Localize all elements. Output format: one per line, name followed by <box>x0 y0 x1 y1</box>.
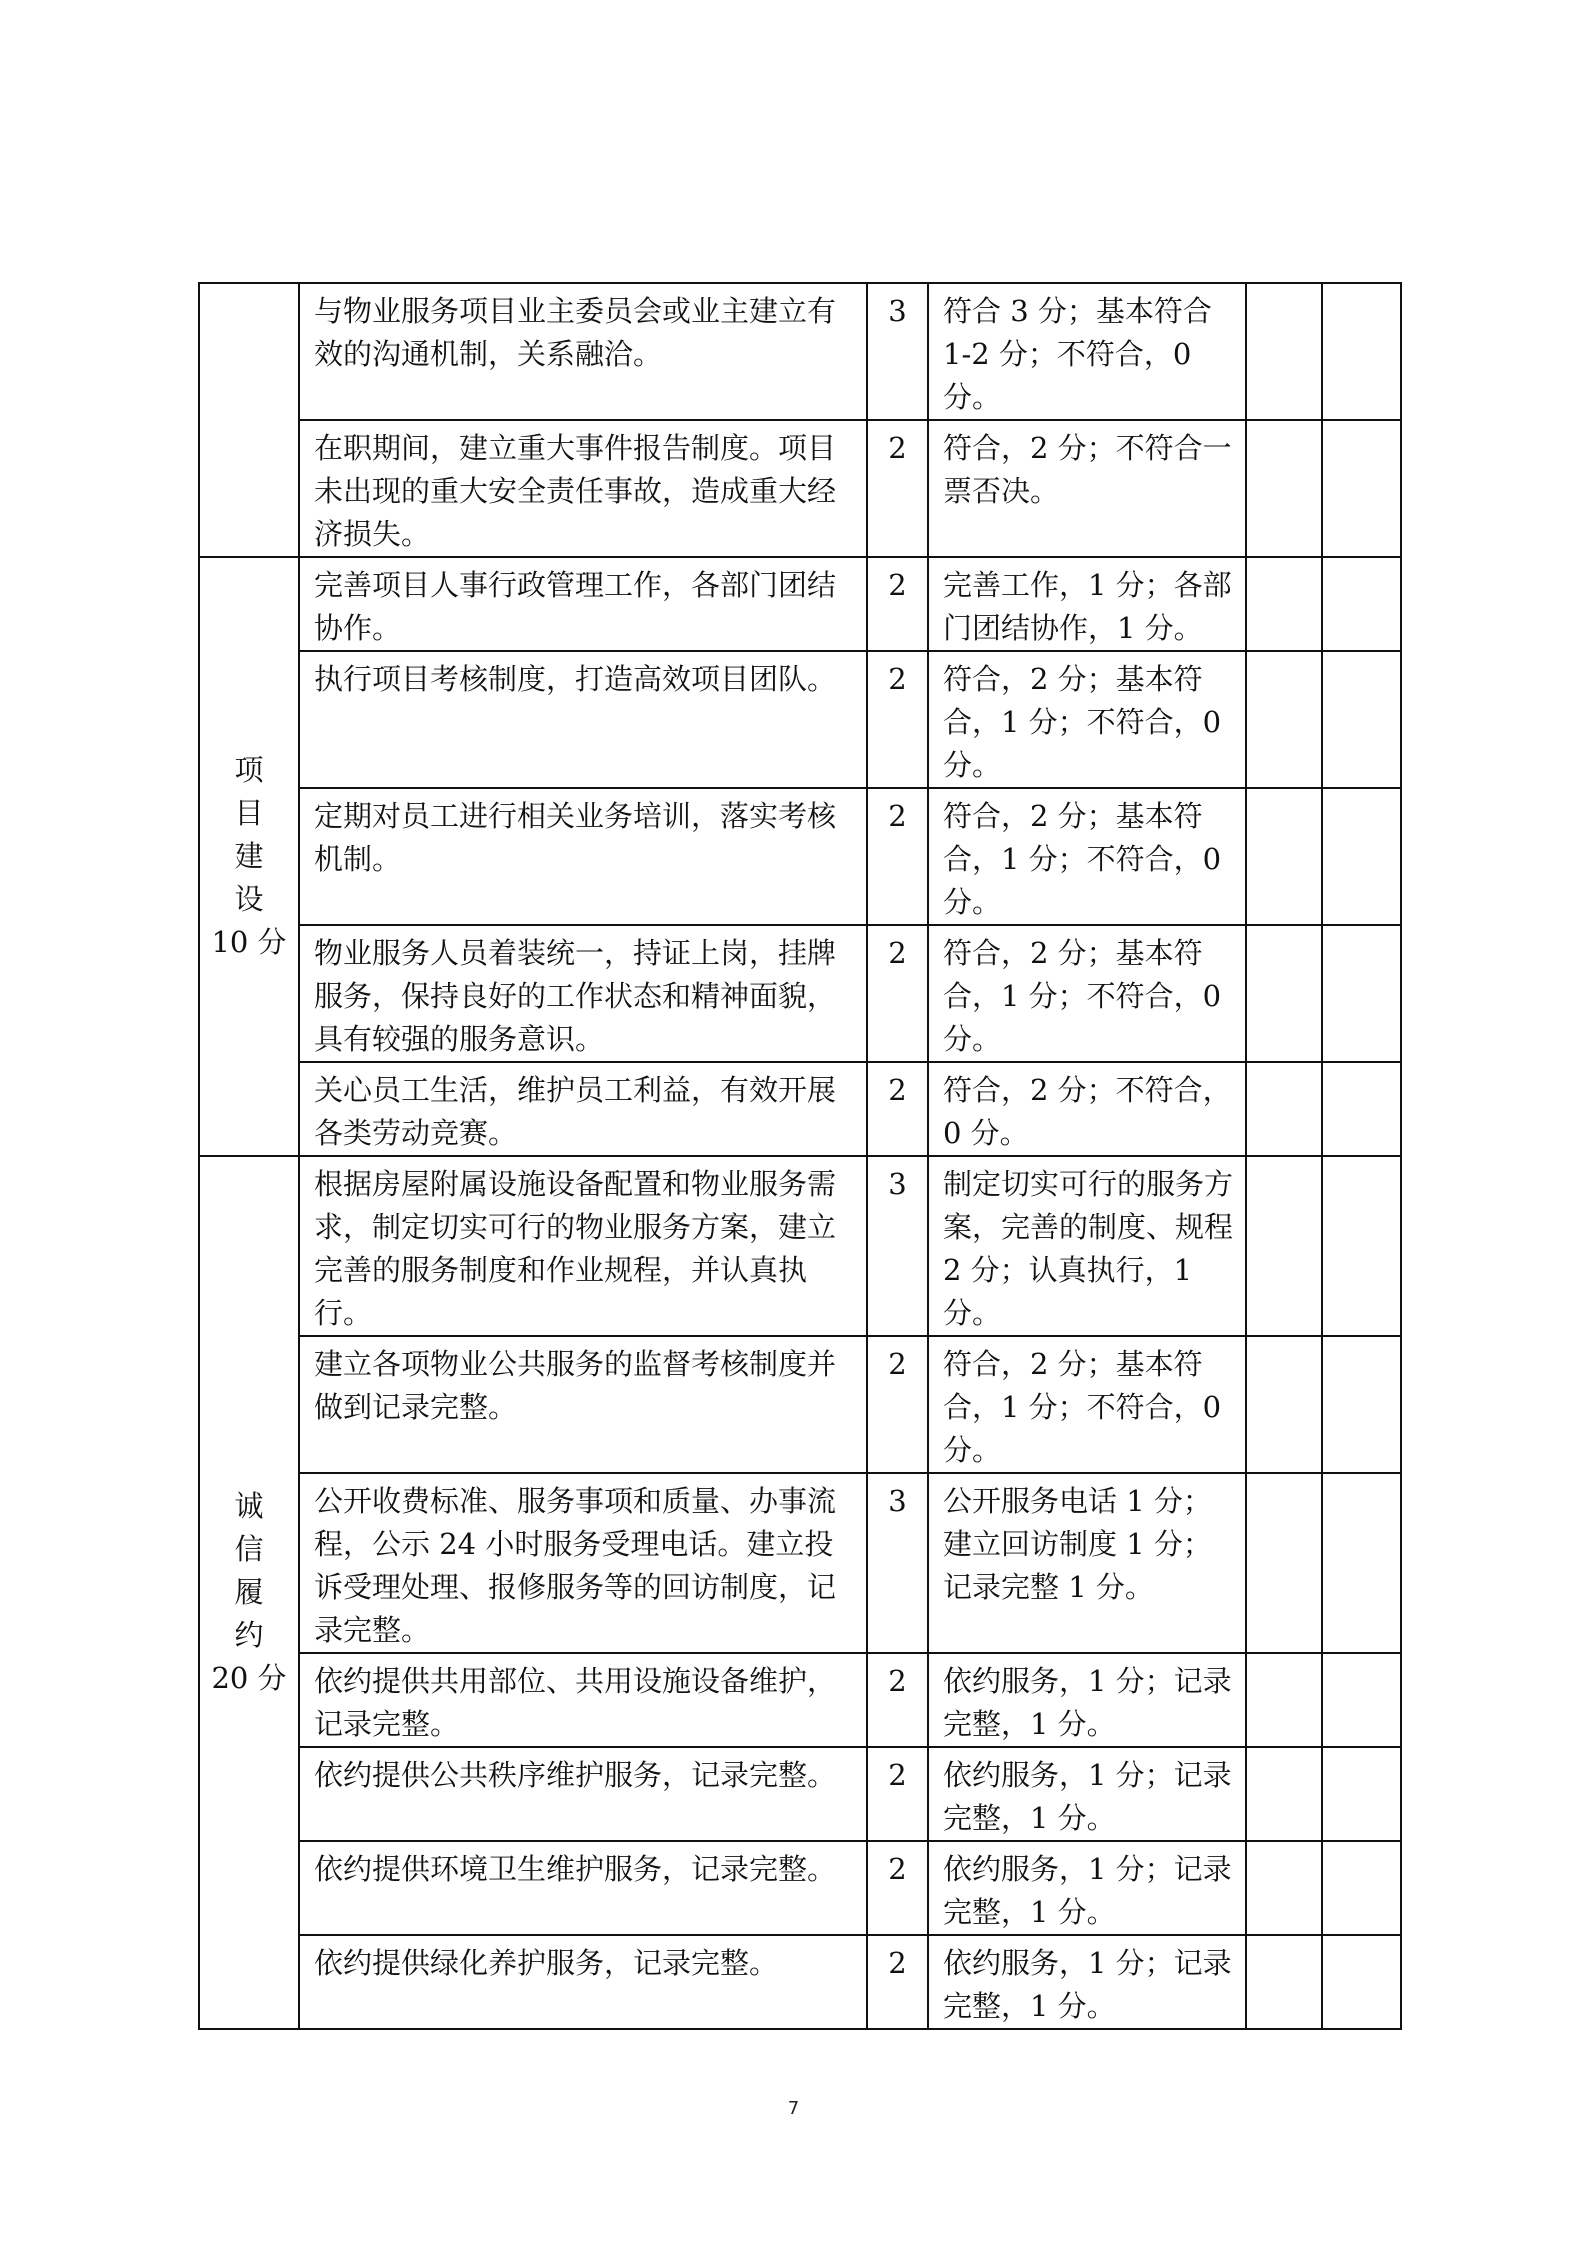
table-row <box>199 1156 1401 1336</box>
blank-cell <box>1246 1935 1322 2029</box>
item-standard: 符合，2 分；基本符合，1 分；不符合，0 分。 <box>928 925 1246 1062</box>
blank-cell <box>1246 1156 1322 1336</box>
item-content: 依约提供共用部位、共用设施设备维护，记录完整。 <box>299 1653 867 1747</box>
category-score: 10 分 <box>211 925 287 959</box>
table-row <box>199 1935 1401 2029</box>
blank-cell <box>1322 1841 1401 1935</box>
item-score: 3 <box>867 1156 928 1336</box>
item-score: 2 <box>867 1653 928 1747</box>
blank-cell <box>1322 557 1401 651</box>
blank-cell <box>1322 420 1401 557</box>
blank-cell <box>1246 283 1322 420</box>
item-score: 2 <box>867 420 928 557</box>
blank-cell <box>1246 1336 1322 1473</box>
table-row <box>199 651 1401 788</box>
item-standard: 符合，2 分；不符合，0 分。 <box>928 1062 1246 1156</box>
evaluation-table <box>198 282 1402 2030</box>
table-row <box>199 557 1401 651</box>
category-cell-empty <box>199 283 299 557</box>
item-content: 物业服务人员着装统一，持证上岗，挂牌服务，保持良好的工作状态和精神面貌，具有较强的服务意识。 <box>299 925 867 1062</box>
item-standard: 符合，2 分；基本符合，1 分；不符合，0 分。 <box>928 1336 1246 1473</box>
item-standard: 依约服务，1 分；记录完整，1 分。 <box>928 1841 1246 1935</box>
item-score: 2 <box>867 1747 928 1841</box>
item-score: 2 <box>867 651 928 788</box>
page-number: 7 <box>787 2098 800 2119</box>
blank-cell <box>1246 651 1322 788</box>
item-standard: 依约服务，1 分；记录完整，1 分。 <box>928 1653 1246 1747</box>
blank-cell <box>1246 1653 1322 1747</box>
item-standard: 制定切实可行的服务方案，完善的制度、规程 2 分；认真执行，1 分。 <box>928 1156 1246 1336</box>
item-score: 2 <box>867 1336 928 1473</box>
item-standard: 符合 3 分；基本符合 1-2 分；不符合，0 分。 <box>928 283 1246 420</box>
item-content: 依约提供绿化养护服务，记录完整。 <box>299 1935 867 2029</box>
item-standard: 依约服务，1 分；记录完整，1 分。 <box>928 1747 1246 1841</box>
blank-cell <box>1246 420 1322 557</box>
blank-cell <box>1322 1653 1401 1747</box>
item-standard: 依约服务，1 分；记录完整，1 分。 <box>928 1935 1246 2029</box>
item-score: 2 <box>867 1841 928 1935</box>
blank-cell <box>1322 1336 1401 1473</box>
table-row <box>199 1841 1401 1935</box>
item-standard: 完善工作，1 分；各部门团结协作，1 分。 <box>928 557 1246 651</box>
blank-cell <box>1322 651 1401 788</box>
table-row <box>199 1336 1401 1473</box>
blank-cell <box>1322 788 1401 925</box>
item-content: 公开收费标准、服务事项和质量、办事流程，公示 24 小时服务受理电话。建立投诉受理处理、报修服务等的回访制度，记录完整。 <box>299 1473 867 1653</box>
table-row <box>199 1062 1401 1156</box>
category-name: 项目建设 <box>234 753 264 916</box>
category-project <box>199 557 299 1156</box>
item-standard: 符合，2 分；基本符合，1 分；不符合，0 分。 <box>928 788 1246 925</box>
category-integrity <box>199 1156 299 2029</box>
item-content: 执行项目考核制度，打造高效项目团队。 <box>299 651 867 788</box>
item-content: 根据房屋附属设施设备配置和物业服务需求，制定切实可行的物业服务方案，建立完善的服务制度和作业规程，并认真执行。 <box>299 1156 867 1336</box>
item-score: 2 <box>867 1935 928 2029</box>
table-row <box>199 925 1401 1062</box>
blank-cell <box>1322 1473 1401 1653</box>
table-row <box>199 1747 1401 1841</box>
table-row <box>199 788 1401 925</box>
item-content: 建立各项物业公共服务的监督考核制度并做到记录完整。 <box>299 1336 867 1473</box>
item-standard: 符合，2 分；不符合一票否决。 <box>928 420 1246 557</box>
item-score: 3 <box>867 283 928 420</box>
item-score: 3 <box>867 1473 928 1653</box>
item-content: 完善项目人事行政管理工作，各部门团结协作。 <box>299 557 867 651</box>
blank-cell <box>1246 1747 1322 1841</box>
item-standard: 公开服务电话 1 分；建立回访制度 1 分；记录完整 1 分。 <box>928 1473 1246 1653</box>
item-score: 2 <box>867 925 928 1062</box>
table-row <box>199 1473 1401 1653</box>
blank-cell <box>1322 1062 1401 1156</box>
blank-cell <box>1246 1473 1322 1653</box>
blank-cell <box>1322 925 1401 1062</box>
item-content: 在职期间，建立重大事件报告制度。项目未出现的重大安全责任事故，造成重大经济损失。 <box>299 420 867 557</box>
item-score: 2 <box>867 788 928 925</box>
blank-cell <box>1322 283 1401 420</box>
blank-cell <box>1246 1062 1322 1156</box>
blank-cell <box>1246 557 1322 651</box>
item-content: 定期对员工进行相关业务培训，落实考核机制。 <box>299 788 867 925</box>
table-row <box>199 1653 1401 1747</box>
item-content: 依约提供公共秩序维护服务，记录完整。 <box>299 1747 867 1841</box>
blank-cell <box>1246 1841 1322 1935</box>
item-score: 2 <box>867 557 928 651</box>
table-row <box>199 420 1401 557</box>
item-score: 2 <box>867 1062 928 1156</box>
blank-cell <box>1322 1747 1401 1841</box>
blank-cell <box>1322 1156 1401 1336</box>
category-name: 诚信履约 <box>234 1489 264 1652</box>
item-content: 关心员工生活，维护员工利益，有效开展各类劳动竞赛。 <box>299 1062 867 1156</box>
item-content: 与物业服务项目业主委员会或业主建立有效的沟通机制，关系融洽。 <box>299 283 867 420</box>
item-content: 依约提供环境卫生维护服务，记录完整。 <box>299 1841 867 1935</box>
table-row <box>199 283 1401 420</box>
blank-cell <box>1246 788 1322 925</box>
category-score: 20 分 <box>211 1661 287 1695</box>
blank-cell <box>1246 925 1322 1062</box>
item-standard: 符合，2 分；基本符合，1 分；不符合，0 分。 <box>928 651 1246 788</box>
blank-cell <box>1322 1935 1401 2029</box>
